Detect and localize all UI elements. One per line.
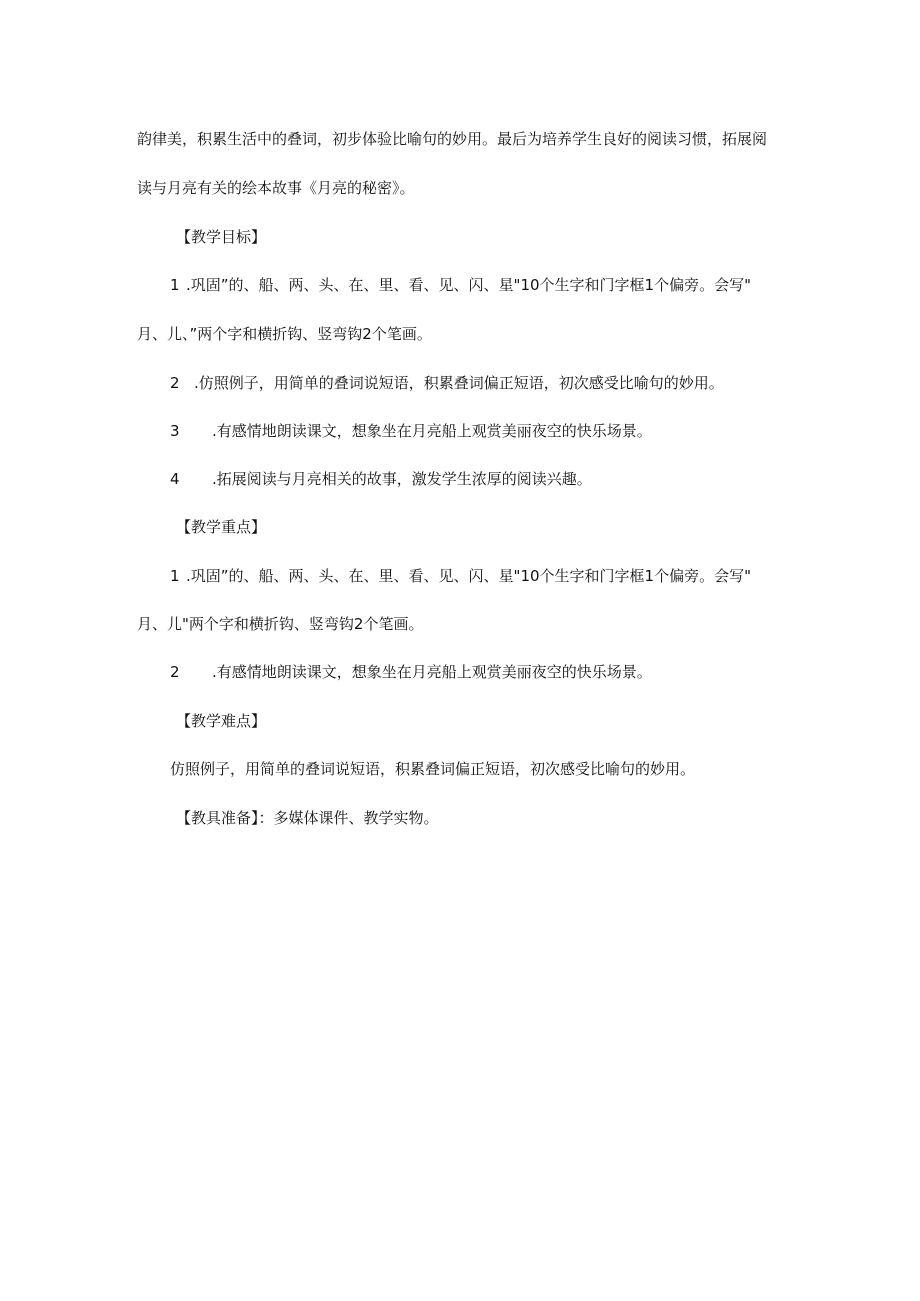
- objective-item-1: [170, 275, 751, 295]
- keypoints-heading: 【教学重点】: [176, 518, 267, 536]
- objective-item-2: [170, 373, 724, 393]
- objective-number: 1: [170, 276, 180, 294]
- keypoint-number: 1: [170, 567, 180, 585]
- keypoint-item-2: [170, 662, 652, 682]
- objective-item-4: [170, 469, 592, 489]
- materials-line: [176, 808, 439, 828]
- objective-text: .有感情地朗读课文，想象坐在月亮船上观赏美丽夜空的快乐场景。: [212, 422, 652, 440]
- objectives-heading: 【教学目标】: [176, 228, 267, 246]
- intro-line-1: 韵律美，积累生活中的叠词，初步体验比喻句的妙用。最后为培养学生良好的阅读习惯，拓展阅: [137, 130, 768, 148]
- objective-number: 2: [170, 374, 180, 392]
- objective-item-3: [170, 421, 652, 441]
- difficulty-heading: 【教学难点】: [176, 712, 267, 730]
- materials-text: ：多媒体课件、教学实物。: [258, 809, 439, 827]
- keypoint-item-1-continued: 月、儿"两个字和横折钩、竖弯钩2个笔画。: [137, 615, 424, 633]
- objective-number: 3: [170, 422, 180, 440]
- intro-line-2: 读与月亮有关的绘本故事《月亮的秘密》。: [137, 179, 415, 197]
- objective-text: .拓展阅读与月亮相关的故事，激发学生浓厚的阅读兴趣。: [212, 470, 592, 488]
- objective-text: .仿照例子，用简单的叠词说短语，积累叠词偏正短语，初次感受比喻句的妙用。: [194, 374, 724, 392]
- keypoint-item-1: [170, 566, 751, 586]
- objective-item-1-continued: 月、儿、”两个字和横折钩、竖弯钩2个笔画。: [137, 325, 432, 343]
- objective-text: .巩固”的、船、两、头、在、里、看、见、闪、星"10个生字和门字框1个偏旁。会写": [186, 276, 751, 294]
- difficulty-text: 仿照例子，用简单的叠词说短语，积累叠词偏正短语，初次感受比喻句的妙用。: [170, 760, 696, 778]
- keypoint-number: 2: [170, 663, 180, 681]
- keypoint-text: .有感情地朗读课文，想象坐在月亮船上观赏美丽夜空的快乐场景。: [212, 663, 652, 681]
- objective-number: 4: [170, 470, 180, 488]
- keypoint-text: .巩固”的、船、两、头、在、里、看、见、闪、星"10个生字和门字框1个偏旁。会写": [186, 567, 751, 585]
- materials-heading: 【教具准备】: [176, 809, 259, 827]
